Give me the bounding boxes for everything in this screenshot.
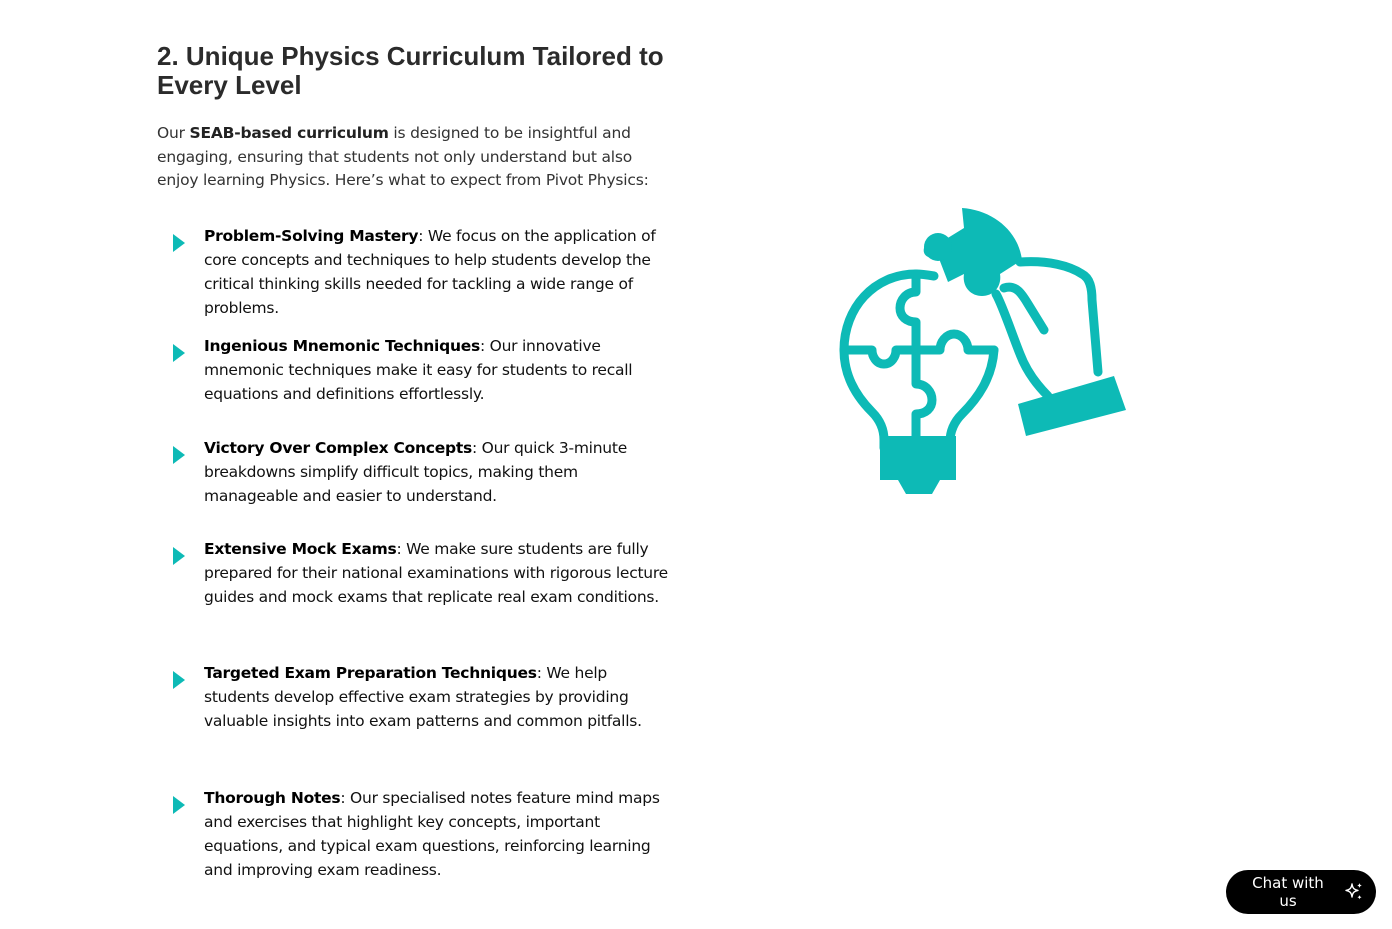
feature-item	[157, 436, 669, 508]
sparkle-icon	[1344, 882, 1364, 902]
feature-description: : We focus on the application of core concepts and techniques to help students develop the critical thinking skills needed for tackling a wide range of problems.	[204, 227, 656, 317]
feature-description: : Our quick 3-minute breakdowns simplify difficult topics, making them manageable and easier to understand.	[204, 439, 627, 505]
feature-title: Problem-Solving Mastery	[204, 227, 419, 245]
intro-lead: Our	[157, 124, 190, 142]
feature-title: Ingenious Mnemonic Techniques	[204, 337, 480, 355]
feature-item	[157, 661, 669, 733]
section-title: 2. Unique Physics Curriculum Tailored to Every Level	[157, 41, 664, 100]
lightbulb-puzzle-hand-icon	[836, 204, 1128, 496]
play-arrow-icon	[173, 547, 185, 565]
feature-description: : Our innovative mnemonic techniques make it easy for students to recall equations and definitions effortlessly.	[204, 337, 633, 403]
feature-text	[204, 334, 669, 406]
feature-description: : We make sure students are fully prepared for their national examinations with rigorous lecture guides and mock exams that replicate real exam conditions.	[204, 540, 668, 606]
play-arrow-icon	[173, 344, 185, 362]
feature-text	[204, 661, 669, 733]
feature-text	[204, 786, 669, 882]
intro-body: is designed to be insightful and engaging, ensuring that students not only understand but also enjoy learning Physics. Here’s what to expect from Pivot Physics:	[157, 124, 649, 189]
feature-item	[157, 786, 669, 882]
section-intro	[157, 122, 669, 193]
play-arrow-icon	[173, 796, 185, 814]
feature-title: Victory Over Complex Concepts	[204, 439, 472, 457]
intro-highlight: SEAB-based curriculum	[189, 124, 389, 142]
feature-title: Extensive Mock Exams	[204, 540, 397, 558]
chat-label: Chat with us	[1252, 874, 1324, 910]
play-arrow-icon	[173, 234, 185, 252]
feature-item	[157, 537, 669, 609]
feature-description: : We help students develop effective exam strategies by providing valuable insights into exam patterns and common pitfalls.	[204, 664, 642, 730]
feature-item	[157, 334, 669, 406]
feature-title: Thorough Notes	[204, 789, 341, 807]
feature-text	[204, 537, 669, 609]
play-arrow-icon	[173, 671, 185, 689]
feature-item	[157, 224, 669, 320]
feature-text	[204, 436, 669, 508]
feature-text	[204, 224, 669, 320]
feature-description: : Our specialised notes feature mind maps and exercises that highlight key concepts, important equations, and typical exam questions, reinforcing learning and improving exam readiness.	[204, 789, 660, 879]
feature-title: Targeted Exam Preparation Techniques	[204, 664, 537, 682]
curriculum-section	[157, 42, 669, 193]
play-arrow-icon	[173, 446, 185, 464]
chat-with-us-button[interactable]	[1226, 870, 1376, 914]
